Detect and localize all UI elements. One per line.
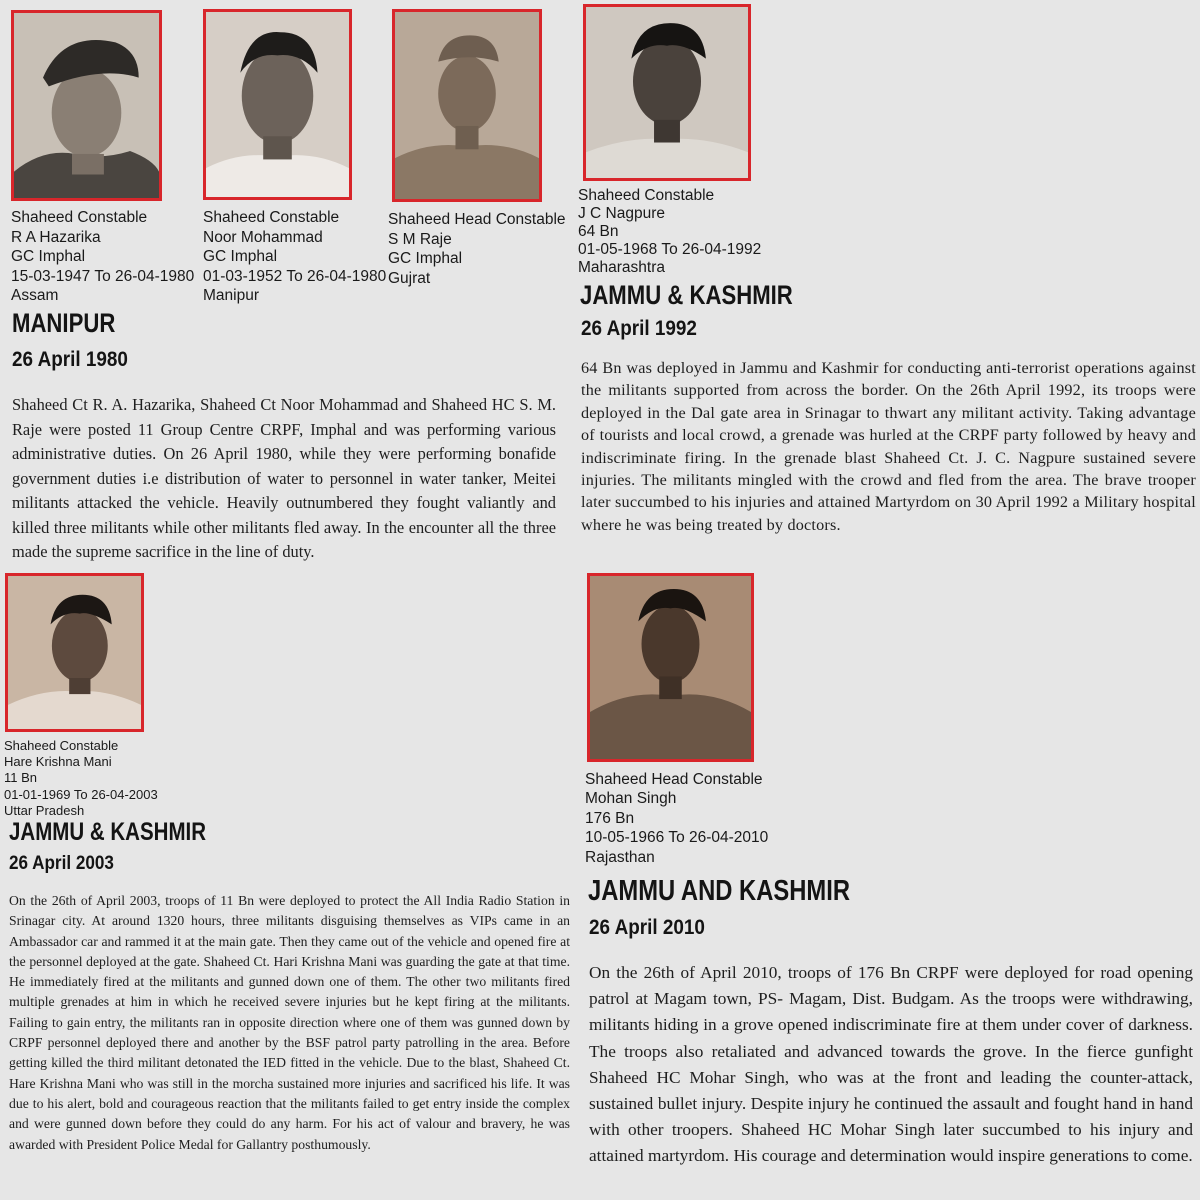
narrative-2003: On the 26th of April 2003, troops of 11 Bn were deployed to protect the All India Radio Station in Srinagar city. At around 1320 hours, three militants disguising themselves as VIPs came in an Ambassador car and rammed it at the main gate. Then they came out of the vehicle and opened fire at the personnel deployed at the gate. Shaheed Ct. Hari Krishna Mani was guarding the gate at that time. He immediately fired at the militants and gunned down one of them. The other two militants fired multiple grenades at him in which he received severe injuries but he kept firing at the militants. Failing to gain entry, the militants ran in opposite direction where one of them was gunned down by CRPF personnel deployed there and another by the BSF patrol party patrolling in the area. Before getting killed the third militant detonated the IED fitted in the vehicle. Due to the blast, Shaheed Ct. Hare Krishna Mani who was still in the morcha sustained more injuries and sacrificed his life. It was due to his alert, bold and courageous reaction that the militants failed to get entry inside the complex and were gunned down before they could do any harm. For his act of valour and bravery, he was awarded with President Police Medal for Gallantry posthumously. — [9, 893, 570, 1152]
portrait-hazarika-image — [14, 13, 159, 198]
caption-unit: 64 Bn — [578, 223, 619, 240]
region-heading-jk-2003: JAMMU & KASHMIR — [9, 818, 207, 846]
caption-name: R A Hazarika — [11, 228, 101, 246]
portrait-nagpure — [583, 4, 751, 181]
portrait-raje — [392, 9, 542, 202]
caption-mohan-singh — [585, 770, 768, 867]
region-heading-jk-1992: JAMMU & KASHMIR — [580, 280, 793, 310]
caption-name: Mohan Singh — [585, 790, 677, 808]
caption-rank: Shaheed Constable — [578, 187, 715, 204]
portrait-hare-krishna-mani-image — [8, 576, 141, 729]
caption-dates: 10-05-1966 To 26-04-2010 — [585, 829, 769, 847]
caption-name: J C Nagpure — [578, 205, 666, 222]
caption-unit: GC Imphal — [388, 250, 463, 268]
caption-dates: 15-03-1947 To 26-04-1980 — [11, 267, 195, 285]
portrait-noor-mohammad — [203, 9, 352, 200]
portrait-nagpure-image — [586, 7, 748, 178]
caption-rank: Shaheed Head Constable — [388, 211, 566, 228]
caption-hare-krishna-mani — [4, 738, 158, 819]
portrait-mohan-singh — [587, 573, 754, 762]
caption-state: Assam — [11, 287, 59, 305]
caption-state: Manipur — [203, 287, 259, 305]
portrait-raje-image — [395, 12, 539, 199]
caption-noor-mohammad — [203, 208, 386, 306]
caption-rank: Shaheed Constable — [203, 209, 340, 226]
caption-rank: Shaheed Constable — [4, 738, 119, 753]
region-heading-jk-2010: JAMMU AND KASHMIR — [588, 875, 851, 907]
caption-unit: GC Imphal — [203, 248, 278, 266]
caption-state: Rajasthan — [585, 848, 655, 866]
portrait-noor-mohammad-image — [206, 12, 349, 197]
caption-unit: 11 Bn — [4, 770, 38, 786]
narrative-1980: Shaheed Ct R. A. Hazarika, Shaheed Ct Noor Mohammad and Shaheed HC S. M. Raje were posted 11 Group Centre CRPF, Imphal and was performing various administrative duties. On 26 April 1980, while they were performing bonafide government duties i.e distribution of water to personnel in water tanker, Meitei militants attacked the vehicle. Heavily outnumbered they fought valiantly and killed three militants while other militants fled away. In the encounter all the three made the supreme sacrifice in the line of duty. — [12, 395, 556, 561]
narrative-1992: 64 Bn was deployed in Jammu and Kashmir for conducting anti-terrorist operations against the militants supported from across the border. On the 26th April 1992, its troops were deployed in the Dal gate area in Srinagar to thwart any militant activity. Taking advantage of tourists and local crowd, a grenade was hurled at the CRPF party followed by heavy and indiscriminate firing. In the grenade blast Shaheed Ct. J. C. Nagpure sustained severe injuries. The militants mingled with the crowd and fled from the area. The brave trooper later succumbed to his injuries and attained Martyrdom on 30 April 1992 a Military hospital where he was being treated by doctors. — [581, 359, 1196, 534]
caption-rank: Shaheed Constable — [11, 209, 148, 226]
caption-dates: 01-01-1969 To 26-04-2003 — [4, 786, 158, 802]
caption-nagpure — [578, 187, 761, 277]
portrait-mohan-singh-image — [590, 576, 751, 759]
portrait-hazarika — [11, 10, 162, 201]
caption-state: Gujrat — [388, 269, 431, 287]
caption-raje — [388, 210, 566, 288]
event-date-2003: 26 April 2003 — [9, 853, 114, 874]
narrative-2010: On the 26th of April 2010, troops of 176 Bn CRPF were deployed for road opening patrol at Magam town, PS- Magam, Dist. Budgam. As the troops were withdrawing, militants hiding in a grove opened indiscriminate fire at them under cover of darkness. The troops also retaliated and advanced towards the grove. In the fierce gunfight Shaheed HC Mohar Singh, who was at the front and leading the counter-attack, sustained bullet injury. Despite injury he continued the assault and fought hand in hand with other troopers. Shaheed HC Mohar Singh later succumbed to his injury and attained martyrdom. His courage and determination would inspire generations to come. — [589, 963, 1193, 1166]
region-heading-manipur: MANIPUR — [12, 308, 116, 338]
caption-rank: Shaheed Head Constable — [585, 771, 763, 788]
caption-name: S M Raje — [388, 230, 452, 248]
caption-dates: 01-03-1952 To 26-04-1980 — [203, 267, 387, 285]
portrait-hare-krishna-mani — [5, 573, 144, 732]
event-date-1992: 26 April 1992 — [581, 317, 697, 340]
caption-dates: 01-05-1968 To 26-04-1992 — [578, 241, 762, 258]
caption-name: Hare Krishna Mani — [4, 754, 112, 770]
caption-unit: GC Imphal — [11, 248, 86, 266]
caption-hazarika — [11, 208, 194, 306]
caption-name: Noor Mohammad — [203, 228, 323, 246]
event-date-2010: 26 April 2010 — [589, 916, 705, 939]
caption-state: Uttar Pradesh — [4, 802, 85, 818]
event-date-1980: 26 April 1980 — [12, 348, 128, 371]
caption-unit: 176 Bn — [585, 809, 635, 827]
caption-state: Maharashtra — [578, 259, 666, 276]
